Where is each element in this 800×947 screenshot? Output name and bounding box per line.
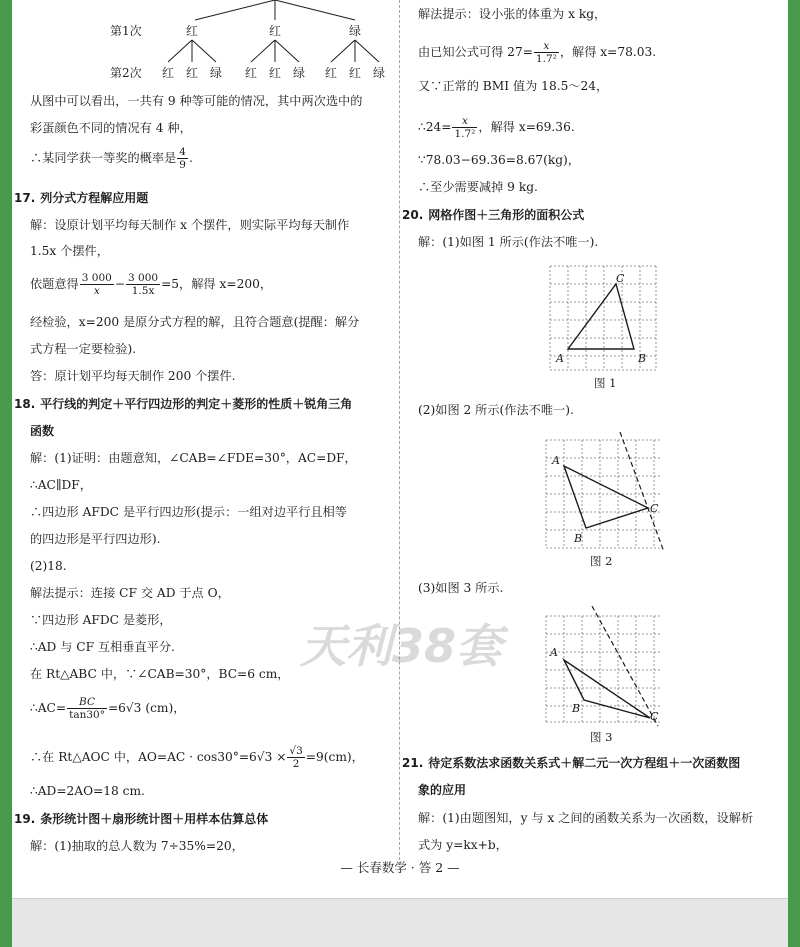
point-A: A <box>556 352 564 365</box>
q19-title: 条形统计图＋扇形统计图＋用样本估算总体 <box>40 812 269 826</box>
fraction <box>287 745 304 770</box>
q18-j-text: ∴AC= <box>30 701 67 715</box>
figure-1-caption: 图 1 <box>594 376 617 390</box>
tree-row1-label: 第1次 <box>110 24 142 38</box>
frac-den: tan30° <box>69 709 105 721</box>
q18-heading-b: 函数 <box>30 424 55 438</box>
q18-line-b: ∴AC∥DF， <box>30 478 92 492</box>
q18-heading <box>14 396 353 412</box>
q20-line-a: 解：(1)如图 1 所示(作法不唯一). <box>418 235 599 249</box>
tree-second-9: 绿 <box>373 66 386 80</box>
q21-title-a: 待定系数法求函数关系式＋解二元一次方程组＋一次函数图 <box>428 756 741 770</box>
r-line-a: 解法提示：设小张的体重为 x kg， <box>418 7 607 21</box>
tree-second-2: 红 <box>186 66 199 80</box>
fraction <box>67 696 107 721</box>
p16-line-c <box>30 146 193 171</box>
tree-second-8: 红 <box>349 66 362 80</box>
r-line-f: ∴至少需要减掉 9 kg. <box>418 180 538 194</box>
frac-num: 3 000 <box>81 272 112 284</box>
q18-line-h: ∴AD 与 CF 互相垂直平分. <box>30 640 175 654</box>
page-footer: — 长春数学 · 答 2 — <box>340 860 460 875</box>
frac-den: 9 <box>179 159 186 171</box>
q21-heading <box>402 755 741 771</box>
tree-first-2: 红 <box>269 24 282 38</box>
q17-c-text: 依题意得 <box>30 277 79 291</box>
q20-heading <box>402 207 585 223</box>
frac-num: BC <box>67 696 107 709</box>
tree-second-4: 红 <box>245 66 258 80</box>
q18-line-c: ∴四边形 AFDC 是平行四边形(提示：一组对边平行且相等 <box>30 505 347 519</box>
minus-sign: − <box>114 277 126 291</box>
grid-figure-1 <box>546 264 662 374</box>
p16-c-end: . <box>188 151 193 165</box>
figure-3-caption: 图 3 <box>590 730 613 744</box>
q18-line-i: 在 Rt△ABC 中，∵∠CAB=30°，BC=6 cm， <box>30 667 290 681</box>
q17-line-a: 解：设原计划平均每天制作 x 个摆件，则实际平均每天制作 <box>30 218 350 232</box>
figure-2-caption: 图 2 <box>590 554 613 568</box>
r-d-end: ，解得 x=69.36. <box>478 120 575 134</box>
fraction <box>534 40 559 65</box>
fraction <box>80 272 114 297</box>
grid-figure-3 <box>540 606 672 728</box>
q20-title: 网格作图＋三角形的面积公式 <box>428 208 585 222</box>
p16-c-text: ∴某同学获一等奖的概率是 <box>30 151 177 165</box>
r-line-b <box>418 40 656 65</box>
q18-line-l: ∴AD=2AO=18 cm. <box>30 784 145 798</box>
q18-line-d: 的四边形是平行四边形). <box>30 532 161 546</box>
q19-heading <box>14 811 269 827</box>
q18-line-g: ∵四边形 AFDC 是菱形， <box>30 613 172 627</box>
fraction <box>452 115 477 140</box>
q18-line-k <box>30 745 364 770</box>
point-C: C <box>616 272 625 285</box>
q17-line-f: 答：原计划平均每天制作 200 个摆件. <box>30 369 236 383</box>
frac-den: 2 <box>292 758 300 770</box>
r-d-text: ∴24= <box>418 120 452 134</box>
q17-line-c <box>30 272 272 297</box>
tree-first-1: 红 <box>186 24 199 38</box>
q18-line-j <box>30 696 185 721</box>
frac-den: 1.5x <box>131 285 155 297</box>
q20-line-b: (2)如图 2 所示(作法不唯一). <box>418 403 574 417</box>
column-divider <box>399 0 400 870</box>
watermark-text: 天利38套 <box>300 619 503 673</box>
point-C: C <box>650 502 659 515</box>
q17-c-end: =5，解得 x=200， <box>161 277 273 291</box>
q18-title-a: 平行线的判定＋平行四边形的判定＋菱形的性质＋锐角三角 <box>40 397 353 411</box>
r-b-end: ，解得 x=78.03. <box>559 45 657 59</box>
p16-line-a: 从图中可以看出，一共有 9 种等可能的情况，其中两次选中的 <box>30 94 363 108</box>
q18-k-text: ∴在 Rt△AOC 中，AO=AC · cos30°=6√3 × <box>30 750 287 764</box>
r-b-text: 由已知公式可得 27= <box>418 45 533 59</box>
frac-num: x <box>534 40 559 53</box>
r-line-c: 又∵正常的 BMI 值为 18.5～24， <box>418 79 609 93</box>
frac-num: 3 000 <box>128 272 159 284</box>
q17-number: 17. <box>14 191 36 205</box>
q17-line-d: 经检验，x=200 是原分式方程的解，且符合题意(提醒：解分 <box>30 315 360 329</box>
frac-den: 1.7² <box>454 128 476 140</box>
point-B: B <box>638 352 647 365</box>
tree-row2-label: 第2次 <box>110 66 142 80</box>
fraction <box>177 146 188 171</box>
q18-line-f: 解法提示：连接 CF 交 AD 于点 O， <box>30 586 230 600</box>
point-B: B <box>572 702 581 715</box>
q18-line-a: 解：(1)证明：由题意知，∠CAB=∠FDE=30°，AC=DF， <box>30 451 357 465</box>
tree-second-5: 红 <box>269 66 282 80</box>
r-line-e: ∵78.03−69.36=8.67(kg)， <box>418 153 580 167</box>
q17-heading <box>14 190 149 206</box>
watermark-logo <box>300 600 520 690</box>
q18-number: 18. <box>14 397 36 411</box>
q20-number: 20. <box>402 208 424 222</box>
q19-number: 19. <box>14 812 36 826</box>
q18-line-e: (2)18. <box>30 559 67 573</box>
tree-second-3: 绿 <box>210 66 223 80</box>
page-bottom-margin <box>12 898 788 947</box>
grid-figure-2 <box>540 430 672 554</box>
q19-line-a: 解：(1)抽取的总人数为 7÷35%=20， <box>30 839 244 853</box>
q21-line-b: 式为 y=kx+b， <box>418 838 508 852</box>
tree-first-3: 绿 <box>349 24 362 38</box>
tree-second-1: 红 <box>162 66 175 80</box>
q21-heading-b: 象的应用 <box>418 783 467 797</box>
fraction <box>126 272 160 297</box>
q21-line-a: 解：(1)由题图知，y 与 x 之间的函数关系为一次函数，设解析 <box>418 811 754 825</box>
p16-line-b: 彩蛋颜色不同的情况有 4 种， <box>30 121 192 135</box>
tree-diagram <box>110 0 400 84</box>
frac-num: √3 <box>289 745 303 757</box>
point-A: A <box>552 454 560 467</box>
q18-j-end: =6√3 (cm)， <box>107 701 186 715</box>
frac-den: x <box>93 285 100 297</box>
q18-k-end: =9(cm)， <box>305 750 364 764</box>
point-C: C <box>650 710 659 723</box>
point-B: B <box>574 532 583 545</box>
q17-title: 列分式方程解应用题 <box>40 191 149 205</box>
q20-line-c: (3)如图 3 所示. <box>418 581 504 595</box>
frac-num: 4 <box>179 146 186 158</box>
r-line-d <box>418 115 575 140</box>
tree-second-6: 绿 <box>293 66 306 80</box>
tree-second-7: 红 <box>325 66 338 80</box>
frac-num: x <box>452 115 477 128</box>
point-A: A <box>550 646 558 659</box>
q17-line-b: 1.5x 个摆件， <box>30 244 109 258</box>
frac-den: 1.7² <box>535 53 557 65</box>
q21-number: 21. <box>402 756 424 770</box>
q17-line-e: 式方程一定要检验). <box>30 342 137 356</box>
